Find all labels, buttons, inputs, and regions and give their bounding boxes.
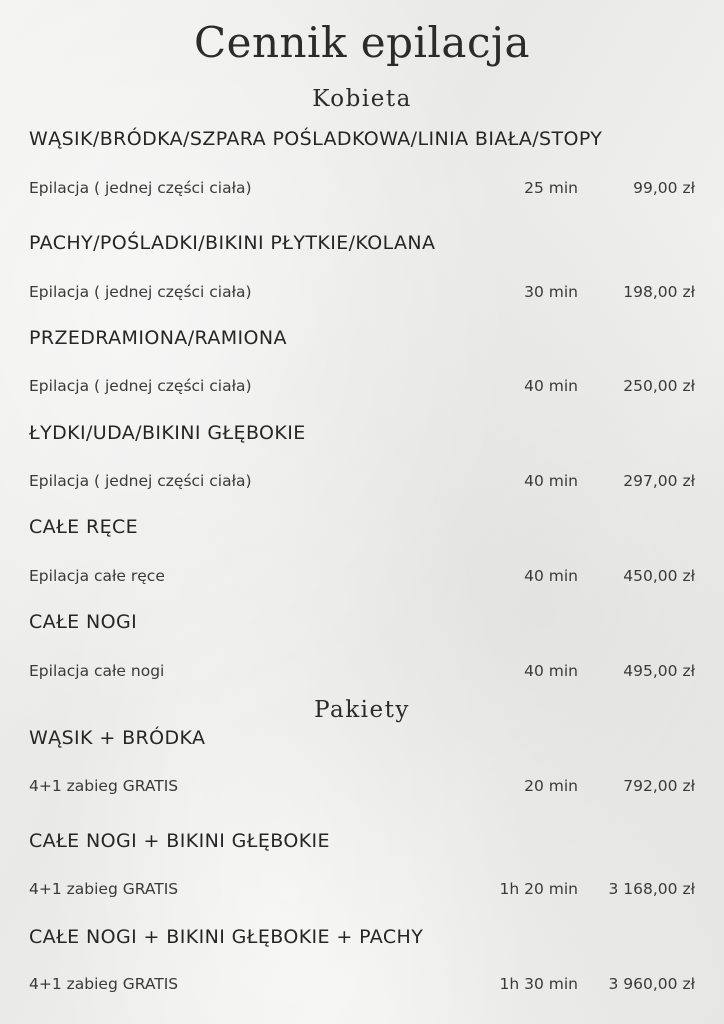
item-duration: 30 min xyxy=(524,283,578,301)
item-duration: 1h 30 min xyxy=(499,975,578,993)
item-price: 792,00 zł xyxy=(623,777,695,795)
item-price: 297,00 zł xyxy=(623,472,695,490)
section-title-kobieta: Kobieta xyxy=(312,86,412,112)
item-heading: CAŁE NOGI + BIKINI GŁĘBOKIE xyxy=(29,830,330,852)
item-heading: CAŁE NOGI + BIKINI GŁĘBOKIE + PACHY xyxy=(29,926,424,948)
item-heading: WĄSIK + BRÓDKA xyxy=(29,727,206,749)
item-heading: PACHY/POŚLADKI/BIKINI PŁYTKIE/KOLANA xyxy=(29,232,436,254)
item-duration: 40 min xyxy=(524,377,578,395)
item-description: Epilacja ( jednej części ciała) xyxy=(29,179,252,197)
item-duration: 40 min xyxy=(524,662,578,680)
item-description: Epilacja ( jednej części ciała) xyxy=(29,377,252,395)
item-duration: 40 min xyxy=(524,567,578,585)
item-heading: CAŁE NOGI xyxy=(29,611,138,633)
item-description: Epilacja ( jednej części ciała) xyxy=(29,472,252,490)
item-price: 250,00 zł xyxy=(623,377,695,395)
item-description: 4+1 zabieg GRATIS xyxy=(29,777,179,795)
item-duration: 1h 20 min xyxy=(499,880,578,898)
item-description: Epilacja całe ręce xyxy=(29,567,165,585)
item-description: 4+1 zabieg GRATIS xyxy=(29,975,179,993)
item-price: 3 168,00 zł xyxy=(608,880,695,898)
page-title: Cennik epilacja xyxy=(193,18,531,67)
item-heading: PRZEDRAMIONA/RAMIONA xyxy=(29,327,287,349)
item-description: Epilacja ( jednej części ciała) xyxy=(29,283,252,301)
item-description: Epilacja całe nogi xyxy=(29,662,165,680)
item-price: 450,00 zł xyxy=(623,567,695,585)
item-duration: 25 min xyxy=(524,179,578,197)
item-price: 3 960,00 zł xyxy=(608,975,695,993)
section-title-pakiety: Pakiety xyxy=(314,697,410,723)
item-description: 4+1 zabieg GRATIS xyxy=(29,880,179,898)
item-heading: CAŁE RĘCE xyxy=(29,516,139,538)
item-duration: 20 min xyxy=(524,777,578,795)
item-price: 495,00 zł xyxy=(623,662,695,680)
item-price: 99,00 zł xyxy=(633,179,695,197)
item-duration: 40 min xyxy=(524,472,578,490)
item-heading: ŁYDKI/UDA/BIKINI GŁĘBOKIE xyxy=(29,422,306,444)
item-price: 198,00 zł xyxy=(623,283,695,301)
item-heading: WĄSIK/BRÓDKA/SZPARA POŚLADKOWA/LINIA BIAŁA/STOPY xyxy=(29,128,603,150)
